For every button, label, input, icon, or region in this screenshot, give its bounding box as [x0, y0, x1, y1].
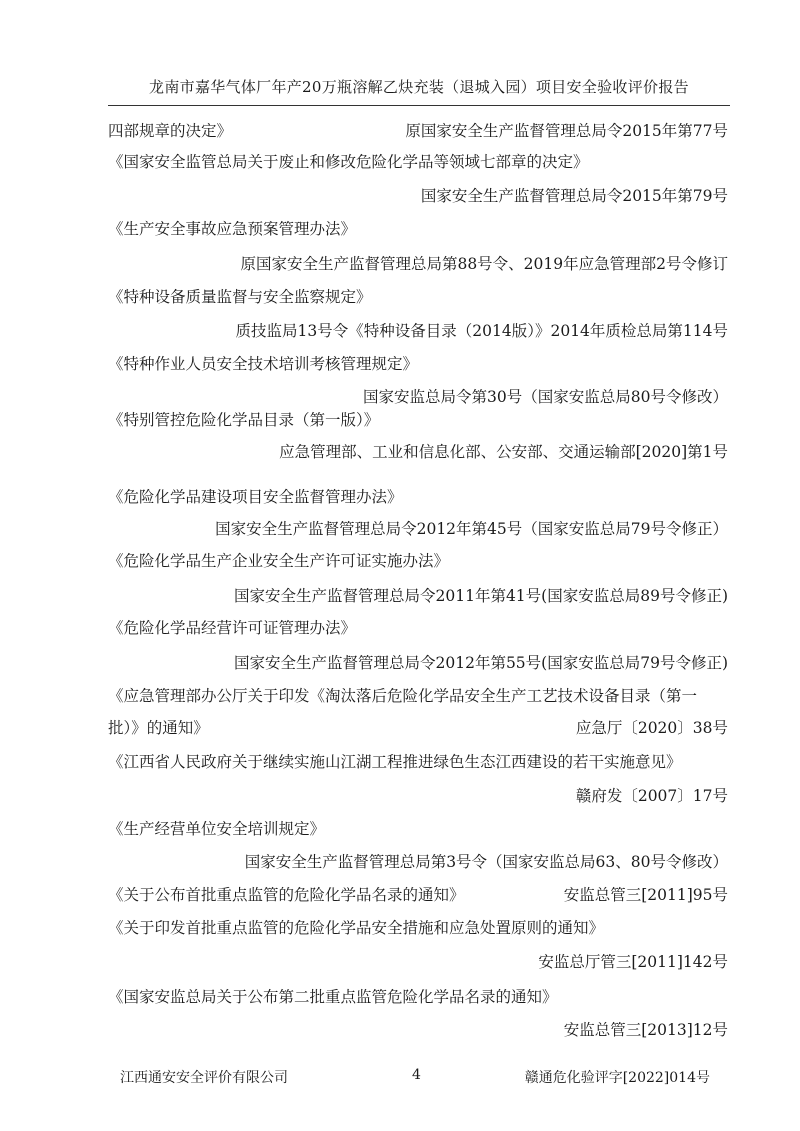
page-header-title: 龙南市嘉华气体厂年产20万瓶溶解乙炔充装（退城入园）项目安全验收评价报告 [149, 78, 689, 96]
text-line: 质技监局13号令《特种设备目录（2014版）》2014年质检总局第114号 [235, 322, 728, 340]
text-line: 应急管理部、工业和信息化部、公安部、交通运输部[2020]第1号 [279, 443, 728, 461]
footer-company: 江西通安安全评价有限公司 [120, 1070, 288, 1086]
text-line: 《江西省人民政府关于继续实施山江湖工程推进绿色生态江西建设的若干实施意见》 [108, 753, 682, 771]
text-line: 《生产经营单位安全培训规定》 [108, 820, 326, 838]
text-line: 《应急管理部办公厅关于印发《淘汰落后危险化学品安全生产工艺技术设备目录（第一 [108, 687, 698, 705]
text-line: 批）》的通知》 [108, 719, 209, 737]
text-line: 赣府发〔2007〕17号 [575, 787, 728, 805]
text-line: 《特种设备质量监督与安全监察规定》 [108, 288, 372, 306]
text-line: 应急厅〔2020〕38号 [575, 719, 728, 737]
text-line: 国家安全生产监督管理总局令2012年第55号(国家安监总局79号令修正) [234, 654, 728, 672]
text-line: 《国家安全监管总局关于废止和修改危险化学品等领域七部章的决定》 [108, 153, 589, 171]
footer-page-number: 4 [412, 1067, 421, 1083]
footer-doc-number: 赣通危化验评字[2022]014号 [524, 1070, 710, 1086]
text-line: 安监总管三[2011]95号 [563, 886, 728, 904]
text-line: 《关于印发首批重点监管的危险化学品安全措施和应急处置原则的通知》 [108, 919, 605, 937]
header-divider [108, 105, 730, 106]
text-line: 国家安全生产监督管理总局第3号令（国家安监总局63、80号令修改） [244, 853, 728, 871]
text-line: 原国家安全生产监督管理总局第88号令、2019年应急管理部2号令修订 [240, 255, 728, 273]
text-line: 四部规章的决定》 [108, 122, 233, 140]
text-line: 《特别管控危险化学品目录（第一版）》 [108, 411, 380, 429]
text-line: 《危险化学品经营许可证管理办法》 [108, 619, 357, 637]
text-line: 国家安监总局令第30号（国家安监总局80号令修改） [363, 388, 728, 406]
text-line: 《国家安监总局关于公布第二批重点监管危险化学品名录的通知》 [108, 988, 558, 1006]
text-line: 国家安全生产监督管理总局令2015年第79号 [420, 187, 728, 205]
text-line: 《生产安全事故应急预案管理办法》 [108, 220, 357, 238]
text-line: 《危险化学品建设项目安全监督管理办法》 [108, 488, 403, 506]
text-line: 安监总厅管三[2011]142号 [538, 953, 728, 971]
text-line: 《关于公布首批重点监管的危险化学品名录的通知》 [108, 886, 465, 904]
text-line: 原国家安全生产监督管理总局令2015年第77号 [405, 122, 728, 140]
text-line: 国家安全生产监督管理总局令2011年第41号(国家安监总局89号令修正) [234, 587, 728, 605]
text-line: 《危险化学品生产企业安全生产许可证实施办法》 [108, 552, 450, 570]
text-line: 《特种作业人员安全技术培训考核管理规定》 [108, 355, 419, 373]
text-line: 国家安全生产监督管理总局令2012年第45号（国家安监总局79号令修正） [215, 520, 728, 538]
text-line: 安监总管三[2013]12号 [563, 1021, 728, 1039]
